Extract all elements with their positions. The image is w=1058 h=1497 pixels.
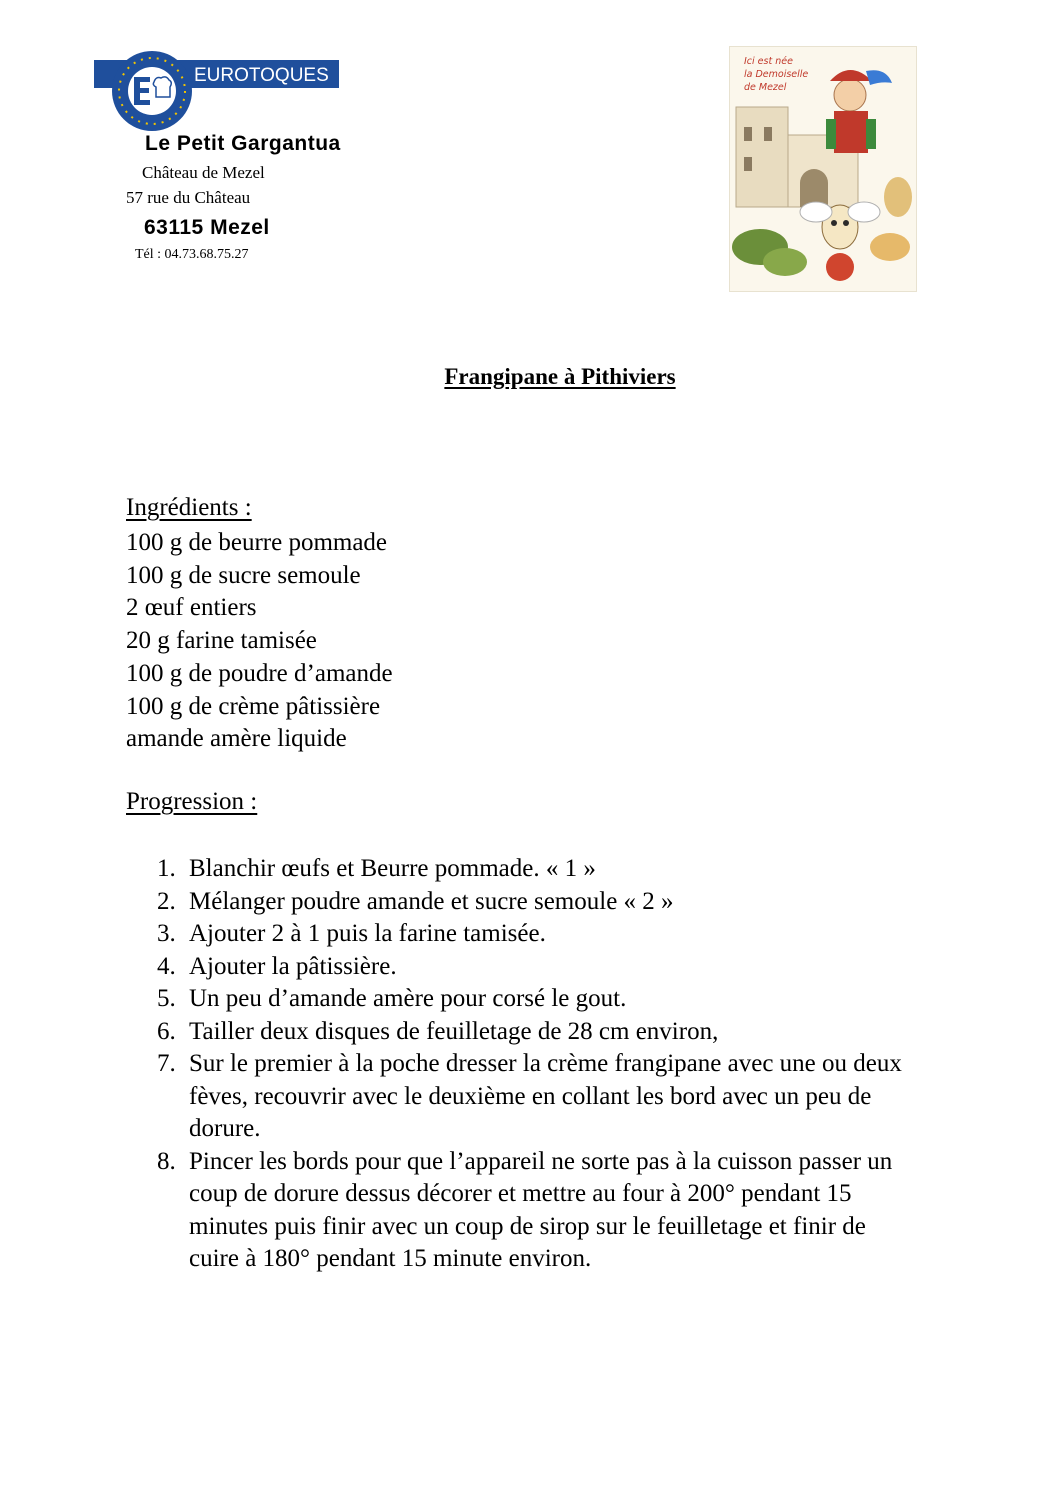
progression-heading: Progression :: [126, 788, 258, 815]
step-number: 2.: [157, 887, 176, 915]
ingredient-item: 100 g de sucre semoule: [126, 561, 361, 589]
step-item: [126, 886, 916, 919]
step-text: Mélanger poudre amande et sucre semoule « 2 »: [189, 887, 674, 915]
caption-line: la Demoiselle: [744, 69, 809, 80]
step-text: Ajouter la pâtissière.: [189, 952, 397, 980]
step-number: 6.: [157, 1017, 176, 1045]
address-line-1: Château de Mezel: [142, 163, 265, 182]
recipe-title: Frangipane à Pithiviers: [444, 364, 676, 389]
step-number: 5.: [157, 985, 176, 1012]
step-text: Un peu d’amande amère pour corsé le gout.: [189, 985, 627, 1012]
step-item: [126, 853, 916, 886]
step-item: [126, 1016, 916, 1049]
step-number: 4.: [157, 952, 176, 980]
step-number: 8.: [157, 1147, 176, 1175]
step-item: [126, 918, 916, 951]
address-line-2: 57 rue du Château: [126, 188, 251, 207]
step-item: [126, 1146, 916, 1276]
step-text: Tailler deux disques de feuilletage de 28 cm environ,: [189, 1017, 719, 1045]
ingredient-item: 2 œuf entiers: [126, 594, 257, 622]
caption-line: Ici est née: [744, 56, 793, 67]
ingredient-item: 20 g farine tamisée: [126, 627, 317, 655]
step-number: 3.: [157, 920, 176, 947]
step-item: [126, 1048, 916, 1146]
step-text: Blanchir œufs et Beurre pommade. « 1 »: [189, 855, 596, 882]
illustration-caption: [744, 55, 814, 94]
postal-city: 63115 Mezel: [144, 216, 270, 239]
step-item: [126, 983, 916, 1016]
steps-list: [126, 853, 916, 1276]
ingredient-item: 100 g de poudre d’amande: [126, 659, 393, 687]
logo-text: EUROTOQUES: [194, 65, 329, 86]
step-text: Sur le premier à la poche dresser la crème frangipane avec une ou deux fèves, recouvrir avec le deuxième en collant les bord avec un peu de dorure.: [189, 1050, 902, 1142]
caption-line: de Mezel: [744, 82, 787, 93]
ingredients-list: [126, 527, 393, 756]
ingredients-heading: Ingrédients :: [126, 494, 252, 521]
step-text: Ajouter 2 à 1 puis la farine tamisée.: [189, 920, 546, 947]
ingredient-item: amande amère liquide: [126, 725, 347, 753]
step-number: 7.: [157, 1050, 176, 1077]
step-item: [126, 951, 916, 984]
ingredient-item: 100 g de beurre pommade: [126, 529, 388, 556]
step-number: 1.: [157, 855, 176, 882]
restaurant-name: Le Petit Gargantua: [145, 132, 341, 155]
eurotoques-logo: [94, 50, 339, 132]
castle-illustration: [729, 46, 917, 292]
ingredient-item: 100 g de crème pâtissière: [126, 692, 381, 720]
step-text: Pincer les bords pour que l’appareil ne sorte pas à la cuisson passer un coup de dorure dessus décorer et mettre au four à 200° pendant 15 minutes puis finir avec un coup de sirop sur le feuilletage et finir de cuire à 180° pendant 15 minute environ.: [189, 1147, 893, 1272]
phone-number: Tél : 04.73.68.75.27: [135, 247, 249, 262]
